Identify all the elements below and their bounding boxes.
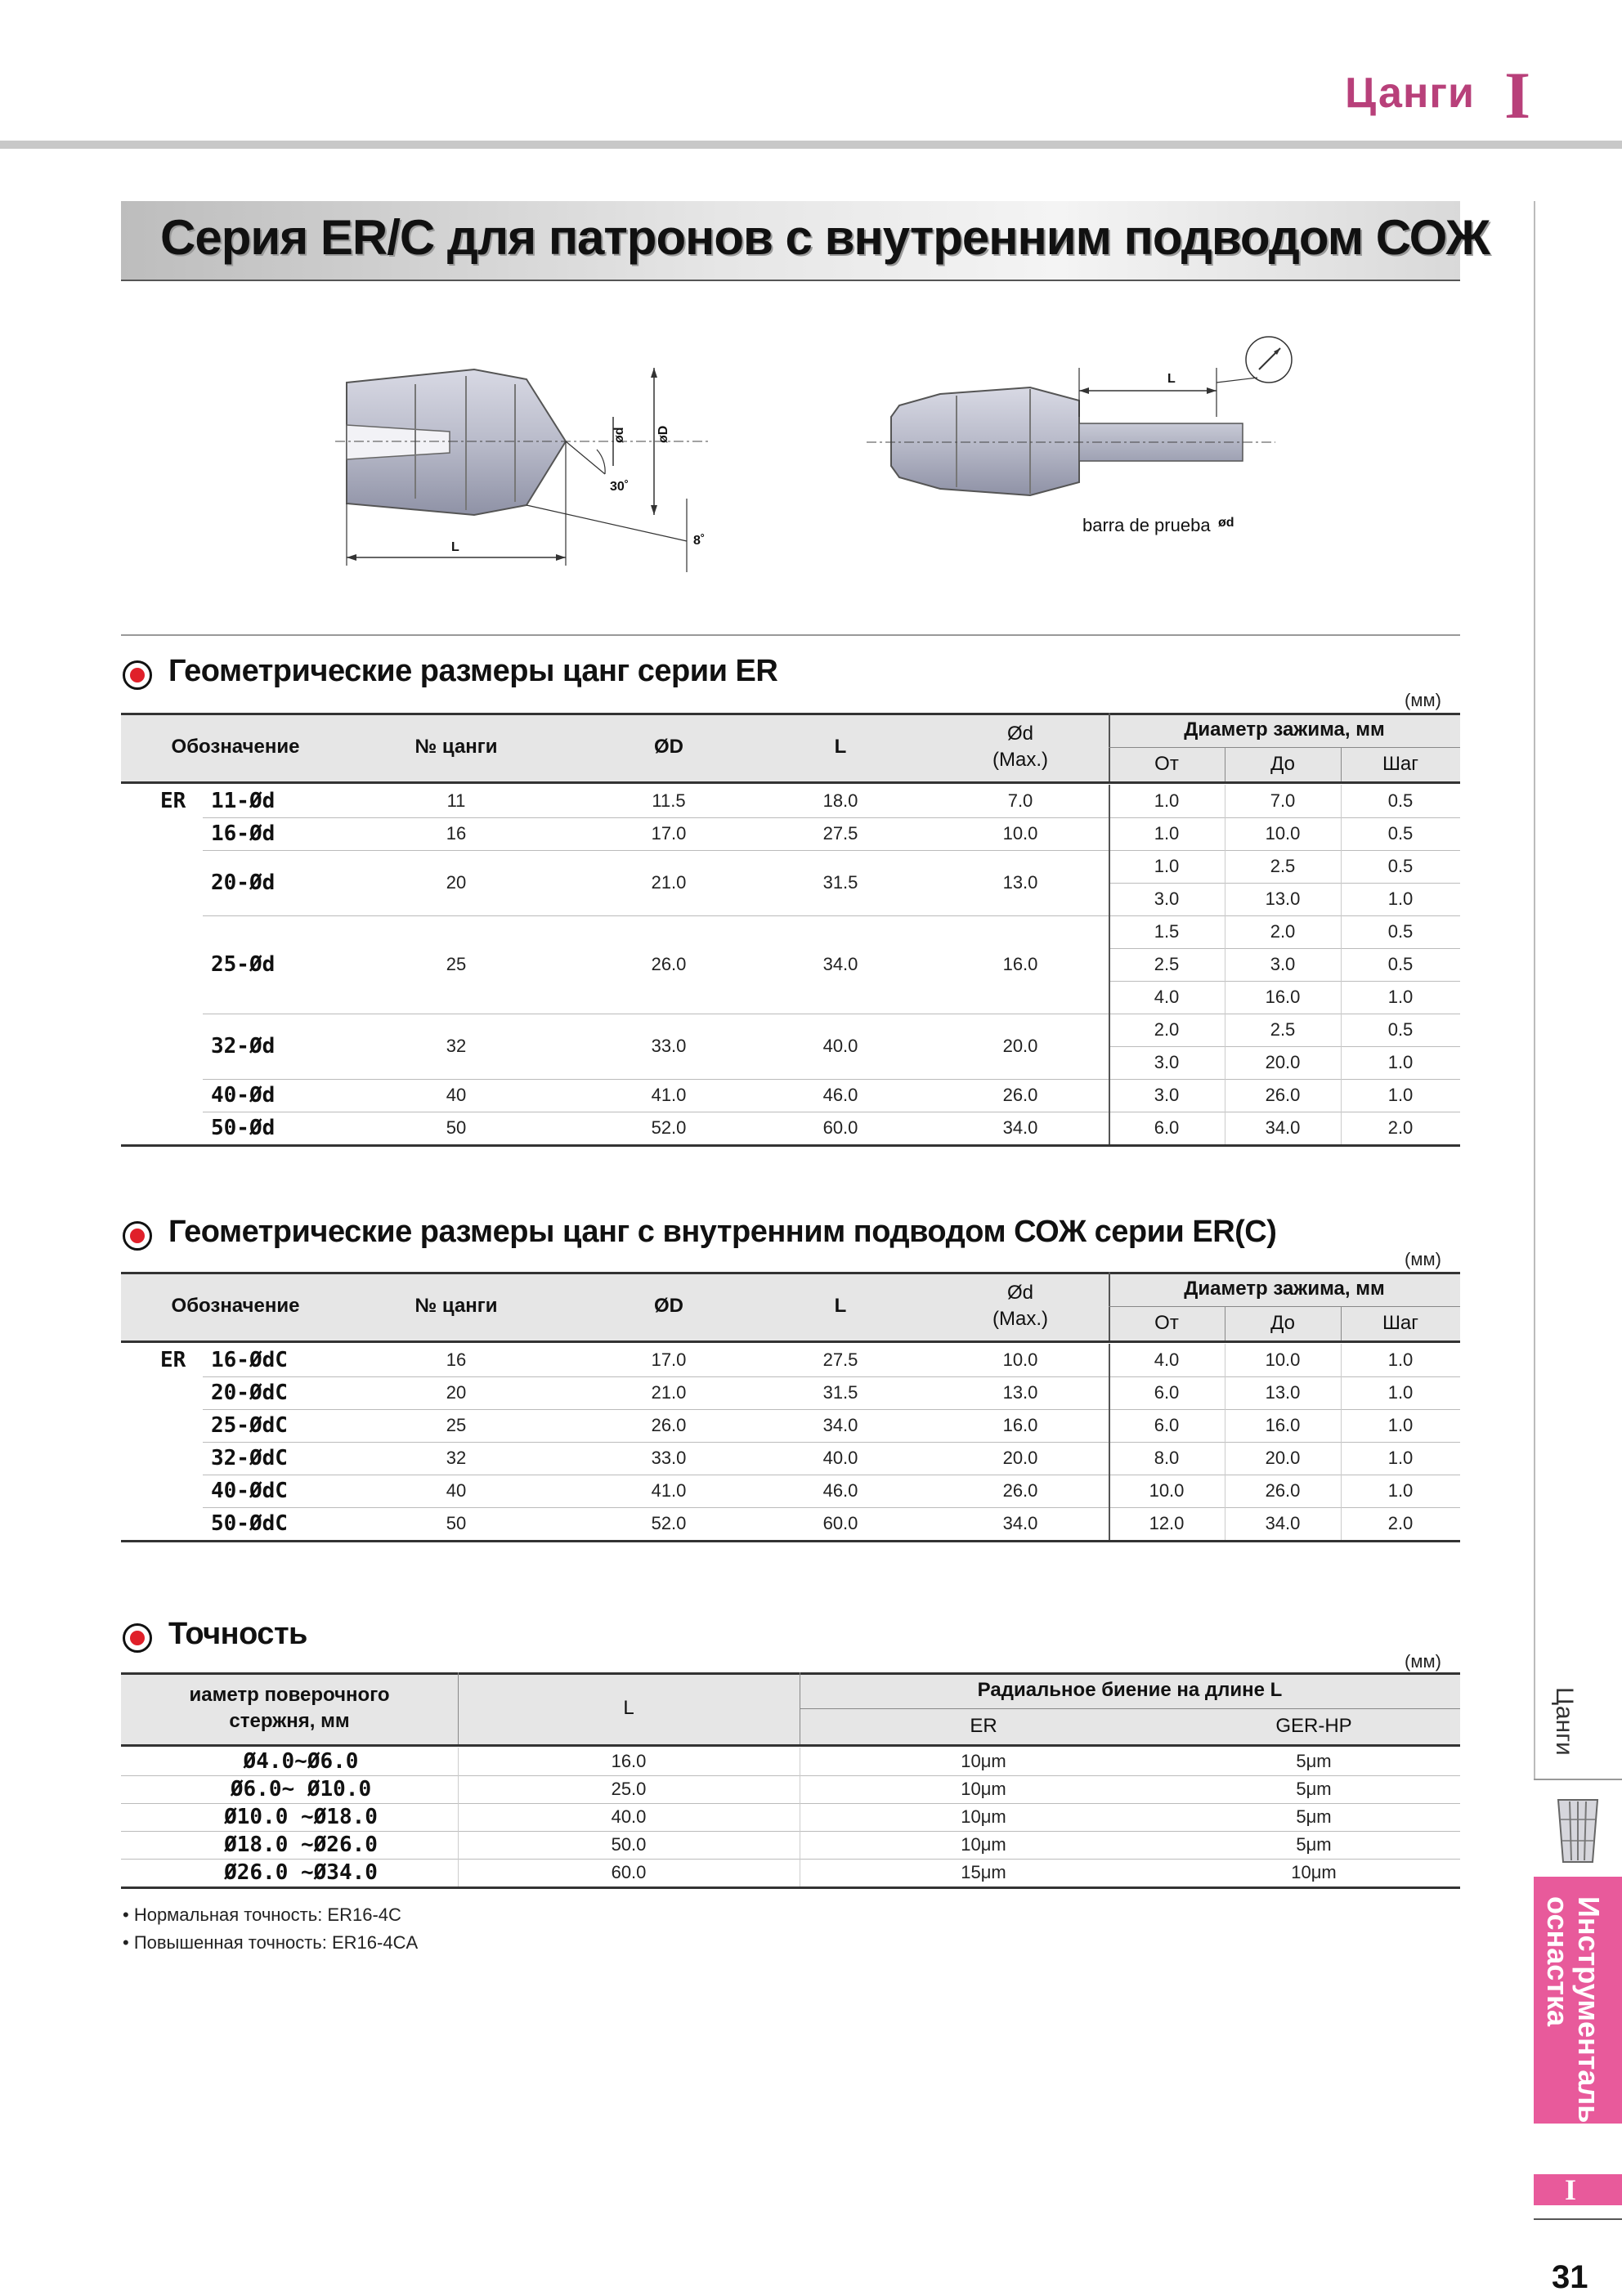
designation-cell: 20-ØdC	[211, 1381, 288, 1405]
er-prefix: ER	[160, 789, 186, 813]
D-cell: 11.5	[652, 790, 686, 811]
page-number: 31	[1552, 2259, 1588, 2295]
chapter-title: Цанги	[1345, 69, 1475, 117]
D-cell: 17.0	[651, 823, 687, 844]
to-cell: 26.0	[1265, 1085, 1301, 1105]
designation-cell: 16-Ød	[211, 821, 276, 846]
er-cell: 10μm	[961, 1834, 1006, 1855]
collet-no-cell: 50	[446, 1513, 467, 1533]
designation-cell: 32-Ød	[211, 1034, 276, 1058]
collet-no-cell: 16	[446, 823, 467, 844]
D-cell: 33.0	[651, 1036, 687, 1056]
d-cell: 13.0	[1002, 872, 1038, 893]
designation-cell: 25-Ød	[211, 952, 276, 977]
to-cell: 2.5	[1270, 856, 1296, 876]
table-rule	[121, 1144, 1460, 1147]
collet-no-cell: 40	[446, 1480, 467, 1501]
step-cell: 0.5	[1387, 856, 1414, 876]
designation-cell: 40-Ød	[211, 1083, 276, 1108]
er-cell: 10μm	[961, 1806, 1006, 1827]
D-cell: 21.0	[651, 872, 687, 893]
col-from: От	[1154, 1312, 1179, 1334]
L-cell: 60.0	[822, 1117, 858, 1138]
fig1-label-L: L	[451, 540, 459, 554]
col-d	[939, 713, 1102, 781]
col-L: L	[623, 1697, 634, 1719]
table-rule	[121, 1340, 1460, 1343]
series-title: Серия ER/C для патронов с внутренним подводом СОЖ	[160, 210, 1490, 265]
table-rule	[1341, 1344, 1342, 1540]
col-collet-no: № цанги	[414, 736, 498, 758]
section-er-title: Геометрические размеры цанг серии ER	[168, 654, 778, 688]
accuracy-table-grid	[121, 1672, 1460, 1886]
from-cell: 6.0	[1154, 1117, 1180, 1138]
L-cell: 40.0	[822, 1448, 858, 1468]
collet-dimension-drawing	[327, 351, 719, 597]
designation-cell: 32-ØdC	[211, 1446, 288, 1470]
from-cell: 3.0	[1154, 1052, 1180, 1072]
from-cell: 3.0	[1154, 1085, 1180, 1105]
col-runout: Радиальное биение на длине L	[977, 1679, 1283, 1701]
step-cell: 0.5	[1387, 954, 1414, 974]
designation-cell: 50-ØdC	[211, 1511, 288, 1536]
collet-no-cell: 20	[446, 872, 467, 893]
sidebar-section-label: Инструментальная оснастка	[1541, 1896, 1606, 2175]
gerhp-cell: 5μm	[1296, 1751, 1332, 1771]
collet-thumbnail-icon	[1545, 1788, 1611, 1870]
banner-underline	[121, 280, 1460, 281]
step-cell: 1.0	[1387, 1480, 1414, 1501]
er-cell: 15μm	[961, 1862, 1006, 1882]
gerhp-cell: 5μm	[1296, 1806, 1332, 1827]
collet-no-cell: 32	[446, 1448, 467, 1468]
L-cell: 50.0	[611, 1834, 647, 1855]
d-cell: 26.0	[1002, 1480, 1038, 1501]
d-cell: 34.0	[1002, 1117, 1038, 1138]
table-rule	[1109, 1046, 1460, 1047]
step-cell: 0.5	[1387, 790, 1414, 811]
col-L: L	[834, 1295, 847, 1317]
D-cell: 52.0	[651, 1513, 687, 1533]
unit-label: (мм)	[1405, 690, 1441, 710]
from-cell: 1.5	[1154, 921, 1180, 942]
L-cell: 46.0	[822, 1085, 858, 1105]
col-gerhp: GER-HP	[1275, 1715, 1352, 1737]
sidebar-rule	[1534, 1779, 1622, 1780]
D-cell: 41.0	[651, 1480, 687, 1501]
fig1-angle-8: 8˚	[693, 534, 706, 548]
col-collet-no: № цанги	[414, 1295, 498, 1317]
runout-test-drawing	[867, 327, 1341, 548]
designation-cell: 25-ØdC	[211, 1413, 288, 1438]
to-cell: 34.0	[1265, 1513, 1301, 1533]
D-cell: 52.0	[651, 1117, 687, 1138]
from-cell: 4.0	[1154, 1349, 1180, 1370]
note-normal: • Нормальная точность: ER16-4C	[123, 1904, 401, 1925]
erc-table-grid	[121, 1272, 1460, 1543]
designation-cell: 16-ØdC	[211, 1348, 288, 1372]
L-cell: 40.0	[611, 1806, 647, 1827]
sidebar-roman: I	[1565, 2173, 1577, 2206]
collet-no-cell: 25	[446, 1415, 467, 1435]
gerhp-cell: 5μm	[1296, 1779, 1332, 1799]
gerhp-cell: 10μm	[1291, 1862, 1337, 1882]
L-cell: 18.0	[822, 790, 858, 811]
col-clamp: Диаметр зажима, мм	[1184, 1278, 1385, 1300]
L-cell: 27.5	[822, 1349, 858, 1370]
to-cell: 16.0	[1265, 1415, 1301, 1435]
col-D: ØD	[654, 736, 683, 758]
col-to: До	[1270, 753, 1295, 775]
to-cell: 26.0	[1265, 1480, 1301, 1501]
collet-no-cell: 20	[446, 1382, 467, 1403]
designation-cell: 40-ØdC	[211, 1479, 288, 1503]
from-cell: 6.0	[1154, 1382, 1180, 1403]
D-cell: 26.0	[651, 954, 687, 974]
sidebar-roman-box	[1534, 2174, 1622, 2205]
L-cell: 34.0	[822, 954, 858, 974]
collet-no-cell: 32	[446, 1036, 467, 1056]
step-cell: 1.0	[1387, 1085, 1414, 1105]
D-cell: 41.0	[651, 1085, 687, 1105]
collet-no-cell: 11	[446, 790, 466, 811]
from-cell: 4.0	[1154, 987, 1180, 1007]
table-rule	[1341, 747, 1342, 781]
section-accuracy-title: Точность	[168, 1617, 307, 1651]
col-designation: Обозначение	[171, 736, 300, 758]
col-diameter	[121, 1672, 458, 1744]
unit-label: (мм)	[1405, 1651, 1441, 1672]
table-rule	[1109, 785, 1110, 1144]
er-cell: 10μm	[961, 1779, 1006, 1799]
table-rule	[1109, 981, 1460, 982]
col-d	[939, 1272, 1102, 1340]
col-d-label: Ød	[1006, 723, 1033, 745]
col-from: От	[1154, 753, 1179, 775]
d-cell: 34.0	[1002, 1513, 1038, 1533]
step-cell: 1.0	[1387, 1415, 1414, 1435]
L-cell: 46.0	[822, 1480, 858, 1501]
to-cell: 20.0	[1265, 1448, 1301, 1468]
to-cell: 10.0	[1265, 823, 1301, 844]
L-cell: 31.5	[822, 1382, 858, 1403]
col-step: Шаг	[1382, 1312, 1419, 1334]
from-cell: 1.0	[1154, 790, 1180, 811]
from-cell: 3.0	[1154, 888, 1180, 909]
from-cell: 1.0	[1154, 856, 1180, 876]
range-cell: Ø6.0~ Ø10.0	[230, 1777, 372, 1801]
col-clamp: Диаметр зажима, мм	[1184, 718, 1385, 741]
step-cell: 0.5	[1387, 823, 1414, 844]
table-rule	[1109, 1344, 1110, 1540]
col-step: Шаг	[1382, 753, 1419, 775]
L-cell: 27.5	[822, 823, 858, 844]
table-rule	[1109, 948, 1460, 949]
to-cell: 20.0	[1265, 1052, 1301, 1072]
from-cell: 1.0	[1154, 823, 1180, 844]
note-high: • Повышенная точность: ER16-4CA	[123, 1932, 419, 1953]
D-cell: 33.0	[651, 1448, 687, 1468]
d-cell: 26.0	[1002, 1085, 1038, 1105]
section-erc-title: Геометрические размеры цанг с внутренним подводом СОЖ серии ER(C)	[168, 1215, 1277, 1249]
table-rule	[1341, 1306, 1342, 1340]
range-cell: Ø26.0 ~Ø34.0	[224, 1860, 378, 1885]
fig1-label-d: ød	[612, 427, 626, 443]
L-cell: 25.0	[611, 1779, 647, 1799]
d-cell: 10.0	[1002, 823, 1038, 844]
D-cell: 26.0	[651, 1415, 687, 1435]
to-cell: 10.0	[1265, 1349, 1301, 1370]
designation-cell: 11-Ød	[211, 789, 276, 813]
unit-label: (мм)	[1405, 1249, 1441, 1269]
fig2-label-L: L	[1167, 372, 1176, 386]
to-cell: 2.0	[1270, 921, 1296, 942]
to-cell: 34.0	[1265, 1117, 1301, 1138]
L-cell: 31.5	[822, 872, 858, 893]
to-cell: 3.0	[1270, 954, 1296, 974]
step-cell: 1.0	[1387, 1052, 1414, 1072]
er-prefix: ER	[160, 1348, 186, 1372]
figure-divider	[121, 634, 1460, 636]
step-cell: 2.0	[1387, 1117, 1414, 1138]
range-cell: Ø18.0 ~Ø26.0	[224, 1833, 378, 1857]
from-cell: 8.0	[1154, 1448, 1180, 1468]
step-cell: 2.0	[1387, 1513, 1414, 1533]
header-rule	[0, 141, 1622, 149]
step-cell: 0.5	[1387, 1019, 1414, 1040]
d-cell: 7.0	[1007, 790, 1033, 811]
D-cell: 17.0	[651, 1349, 687, 1370]
col-d-label: Ød	[1006, 1282, 1033, 1304]
L-cell: 60.0	[611, 1862, 647, 1882]
table-rule	[458, 1748, 459, 1886]
collet-no-cell: 25	[446, 954, 467, 974]
sidebar-category: Цанги	[1551, 1687, 1578, 1756]
D-cell: 21.0	[651, 1382, 687, 1403]
to-cell: 2.5	[1270, 1019, 1296, 1040]
page-number-rule	[1534, 2218, 1622, 2220]
fig1-label-D: øD	[656, 425, 670, 443]
L-cell: 40.0	[822, 1036, 858, 1056]
step-cell: 1.0	[1387, 987, 1414, 1007]
fig2-label-d: ød	[1218, 516, 1234, 530]
step-cell: 1.0	[1387, 1448, 1414, 1468]
from-cell: 10.0	[1149, 1480, 1185, 1501]
chapter-roman-numeral: I	[1504, 58, 1530, 132]
designation-cell: 20-Ød	[211, 871, 276, 895]
from-cell: 6.0	[1154, 1415, 1180, 1435]
table-rule	[121, 1744, 1460, 1747]
col-diameter-line1: иаметр поверочного	[189, 1684, 390, 1706]
from-cell: 2.0	[1154, 1019, 1180, 1040]
step-cell: 1.0	[1387, 1382, 1414, 1403]
d-cell: 13.0	[1002, 1382, 1038, 1403]
L-cell: 34.0	[822, 1415, 858, 1435]
step-cell: 1.0	[1387, 888, 1414, 909]
d-cell: 20.0	[1002, 1448, 1038, 1468]
table-rule	[121, 781, 1460, 784]
d-cell: 20.0	[1002, 1036, 1038, 1056]
table-rule	[121, 1540, 1460, 1542]
table-rule	[1341, 785, 1342, 1144]
L-cell: 60.0	[822, 1513, 858, 1533]
er-cell: 10μm	[961, 1751, 1006, 1771]
col-designation: Обозначение	[171, 1295, 300, 1317]
range-cell: Ø10.0 ~Ø18.0	[224, 1805, 378, 1829]
col-d-max: (Max.)	[992, 749, 1048, 771]
section-bullet-icon	[123, 1623, 152, 1653]
collet-no-cell: 16	[446, 1349, 467, 1370]
sidebar-line	[1534, 201, 1535, 1779]
collet-no-cell: 40	[446, 1085, 467, 1105]
gerhp-cell: 5μm	[1296, 1834, 1332, 1855]
er-table-grid	[121, 713, 1460, 1148]
collet-no-cell: 50	[446, 1117, 467, 1138]
section-bullet-icon	[123, 660, 152, 690]
d-cell: 16.0	[1002, 1415, 1038, 1435]
from-cell: 12.0	[1149, 1513, 1185, 1533]
col-L: L	[834, 736, 847, 758]
table-rule	[121, 1886, 1460, 1889]
section-bullet-icon	[123, 1221, 152, 1251]
from-cell: 2.5	[1154, 954, 1180, 974]
d-cell: 10.0	[1002, 1349, 1038, 1370]
step-cell: 0.5	[1387, 921, 1414, 942]
test-bar-label: barra de prueba	[1082, 515, 1211, 535]
to-cell: 13.0	[1265, 888, 1301, 909]
step-cell: 1.0	[1387, 1349, 1414, 1370]
table-rule	[1109, 883, 1460, 884]
d-cell: 16.0	[1002, 954, 1038, 974]
col-diameter-line2: стержня, мм	[229, 1710, 350, 1732]
col-to: До	[1270, 1312, 1295, 1334]
to-cell: 7.0	[1270, 790, 1296, 811]
L-cell: 16.0	[611, 1751, 647, 1771]
col-D: ØD	[654, 1295, 683, 1317]
col-er: ER	[970, 1715, 997, 1737]
col-d-max: (Max.)	[992, 1308, 1048, 1330]
to-cell: 13.0	[1265, 1382, 1301, 1403]
fig1-angle-30: 30˚	[610, 480, 630, 494]
designation-cell: 50-Ød	[211, 1116, 276, 1140]
range-cell: Ø4.0~Ø6.0	[243, 1749, 359, 1774]
to-cell: 16.0	[1265, 987, 1301, 1007]
